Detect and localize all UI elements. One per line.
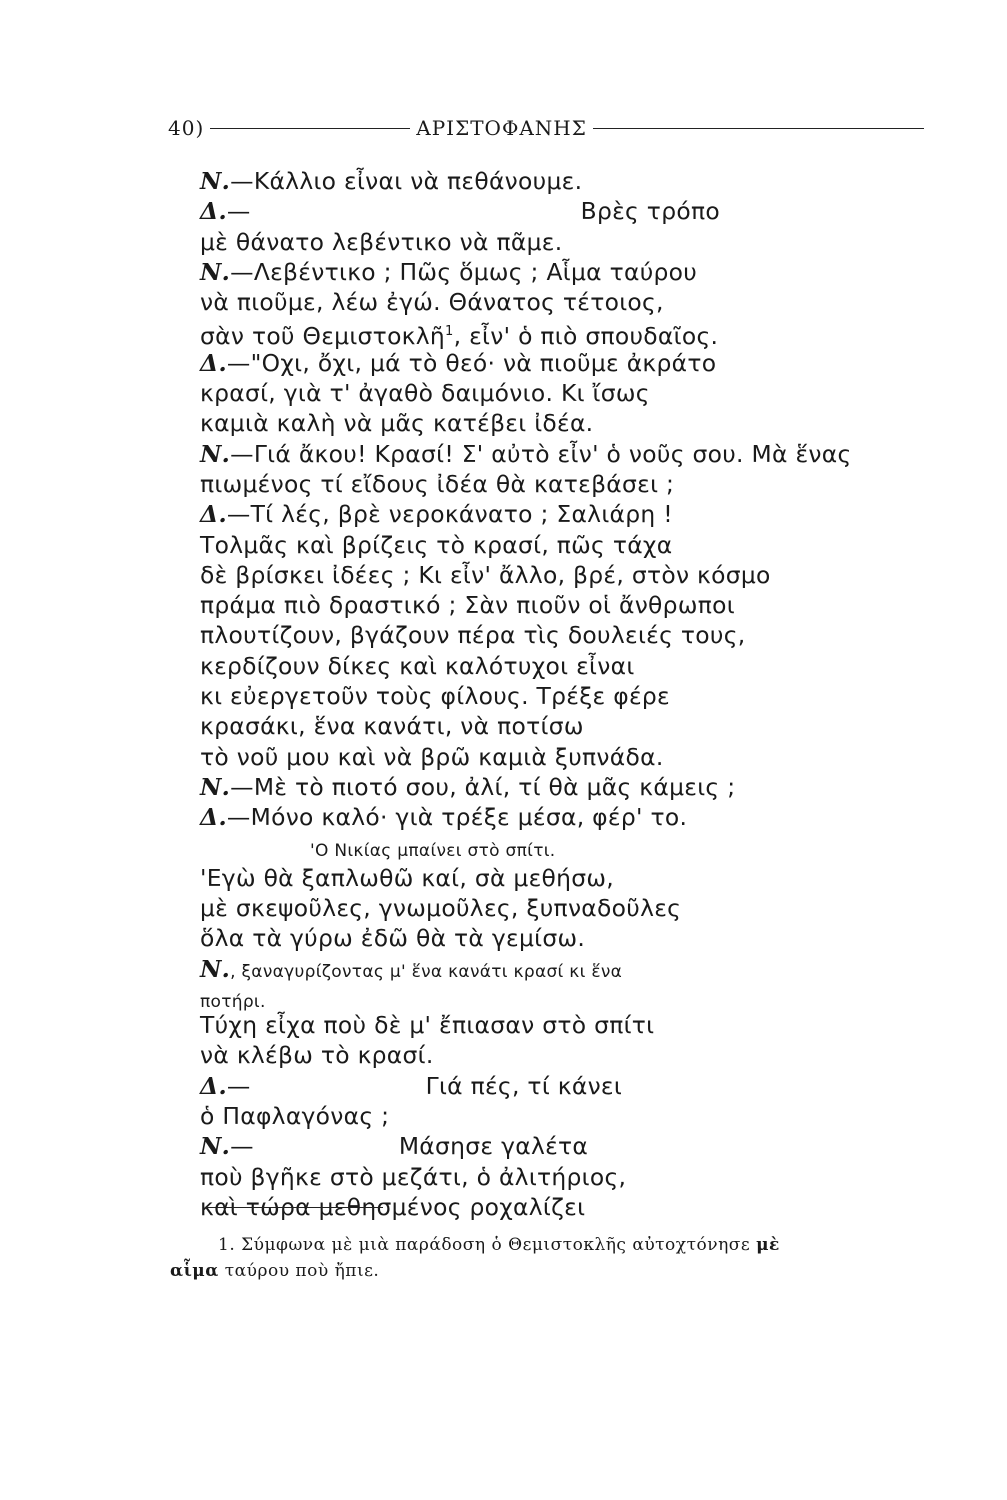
page-number: 40)	[168, 116, 205, 140]
header-rule-left	[210, 128, 410, 129]
verse-line: Δ.—Μόνο καλό· γιὰ τρέξε μέσα, φέρ' το.	[200, 803, 688, 832]
verse-line: κι εὐεργετοῦν τοὺς φίλους. Τρέξε φέρε	[200, 682, 671, 711]
verse-line: νὰ κλέβω τὸ κρασί.	[200, 1041, 434, 1070]
verse-line: ὁ Παφλαγόνας ;	[200, 1101, 390, 1130]
speaker-label: Δ.	[200, 1071, 227, 1100]
verse-line: καμιὰ καλὴ νὰ μᾶς κατέβει ἰδέα.	[200, 409, 594, 438]
verse-line: Δ.— Βρὲς τρόπο	[200, 197, 720, 226]
verse-line: Τολμᾶς καὶ βρίζεις τὸ κρασί, πῶς τάχα	[200, 530, 673, 559]
verse-line: μὲ θάνατο λεβέντικο νὰ πᾶμε.	[200, 227, 563, 256]
speaker-label: Ν.	[200, 257, 231, 286]
verse-line: νὰ πιοῦμε, λέω ἐγώ. Θάνατος τέτοιος,	[200, 288, 664, 317]
verse-line: κρασάκι, ἕνα κανάτι, νὰ ποτίσω	[200, 712, 584, 741]
verse-line: Δ.—"Οχι, ὄχι, μά τὸ θεό· νὰ πιοῦμε ἀκράτο	[200, 348, 717, 377]
verse-line: Δ.— Γιά πές, τί κάνει	[200, 1071, 623, 1100]
verse-line: μὲ σκεψοῦλες, γνωμοῦλες, ξυπναδοῦλες	[200, 894, 682, 923]
speaker-label: Ν.	[200, 954, 231, 983]
speaker-label: Ν.	[200, 1132, 231, 1161]
speaker-label: Δ.	[200, 348, 227, 377]
verse-line: Ν.—Λεβέντικο ; Πῶς ὅμως ; Αἷμα ταύρου	[200, 257, 698, 286]
header-rule-right	[593, 128, 924, 129]
verse-line: κερδίζουν δίκες καὶ καλότυχοι εἶναι	[200, 651, 635, 680]
verse-text	[200, 166, 960, 1222]
speaker-label: Ν.	[200, 439, 231, 468]
page-header	[168, 108, 930, 148]
stage-direction: 'Ο Νικίας μπαίνει στὸ σπίτι.	[310, 840, 556, 861]
verse-line: Ν.—Μὲ τὸ πιοτό σου, ἀλί, τί θὰ μᾶς κάμεις ;	[200, 772, 736, 801]
verse-line: τὸ νοῦ μου καὶ νὰ βρῶ καμιὰ ξυπνάδα.	[200, 742, 664, 771]
verse-line: ποὺ βγῆκε στὸ μεζάτι, ὁ ἀλιτήριος,	[200, 1162, 627, 1191]
footnote-number: 1.	[218, 1235, 236, 1255]
stage-direction: Ν., ξαναγυρίζοντας μ' ἕνα κανάτι κρασί κι ἕνα	[200, 954, 623, 983]
footnote-divider	[205, 1207, 383, 1208]
speaker-label: Δ.	[200, 803, 227, 832]
speaker-label: Ν.	[200, 772, 231, 801]
verse-line: πράμα πιὸ δραστικό ; Σὰν πιοῦν οἱ ἄνθρωποι	[200, 591, 735, 620]
verse-line: Τύχη εἶχα ποὺ δὲ μ' ἔπιασαν στὸ σπίτι	[200, 1011, 655, 1040]
verse-line: καὶ τώρα μεθησμένος ροχαλίζει	[200, 1192, 586, 1221]
footnote: 1. Σύμφωνα μὲ μιὰ παράδοση ὁ Θεμιστοκλῆς αὐτοχτόνησε μὲ αἷμα ταύρου ποὺ ἤπιε.	[170, 1235, 780, 1281]
verse-line: ὅλα τὰ γύρω ἐδῶ θὰ τὰ γεμίσω.	[200, 924, 586, 953]
speaker-label: Δ.	[200, 500, 227, 529]
footnote-reference: 1	[445, 324, 454, 340]
verse-line: Ν.—Γιά ἄκου! Κρασί! Σ' αὐτὸ εἶν' ὁ νοῦς σου. Μὰ ἕνας	[200, 439, 852, 468]
verse-line: 'Εγὼ θὰ ξαπλωθῶ καί, σὰ μεθήσω,	[200, 863, 615, 892]
running-title: ΑΡΙΣΤΟΦΑΝΗΣ	[416, 116, 587, 140]
verse-line: πιωμένος τί εἴδους ἰδέα θὰ κατεβάσει ;	[200, 469, 675, 498]
stage-direction: ποτήρι.	[200, 992, 266, 1013]
verse-line: κρασί, γιὰ τ' ἀγαθὸ δαιμόνιο. Κι ἴσως	[200, 379, 650, 408]
verse-line: Ν.—Κάλλιο εἶναι νὰ πεθάνουμε.	[200, 167, 583, 195]
verse-line: σὰν τοῦ Θεμιστοκλῆ$^1$, εἶν' ὁ πιὸ σπουδαῖος.	[200, 322, 719, 351]
verse-line: Ν.— Μάσησε γαλέτα	[200, 1132, 589, 1161]
verse-line: πλουτίζουν, βγάζουν πέρα τὶς δουλειές τους,	[200, 621, 746, 650]
verse-line: Δ.—Τί λές, βρὲ νεροκάνατο ; Σαλιάρη !	[200, 500, 673, 529]
speaker-label: Δ.	[200, 197, 227, 226]
speaker-label: Ν.	[200, 167, 231, 195]
footnote-text: Σύμφωνα μὲ μιὰ παράδοση ὁ Θεμιστοκλῆς αὐτοχτόνησε	[241, 1235, 751, 1255]
verse-line: δὲ βρίσκει ἰδέες ; Κι εἶν' ἄλλο, βρέ, στὸν κόσμο	[200, 560, 771, 589]
